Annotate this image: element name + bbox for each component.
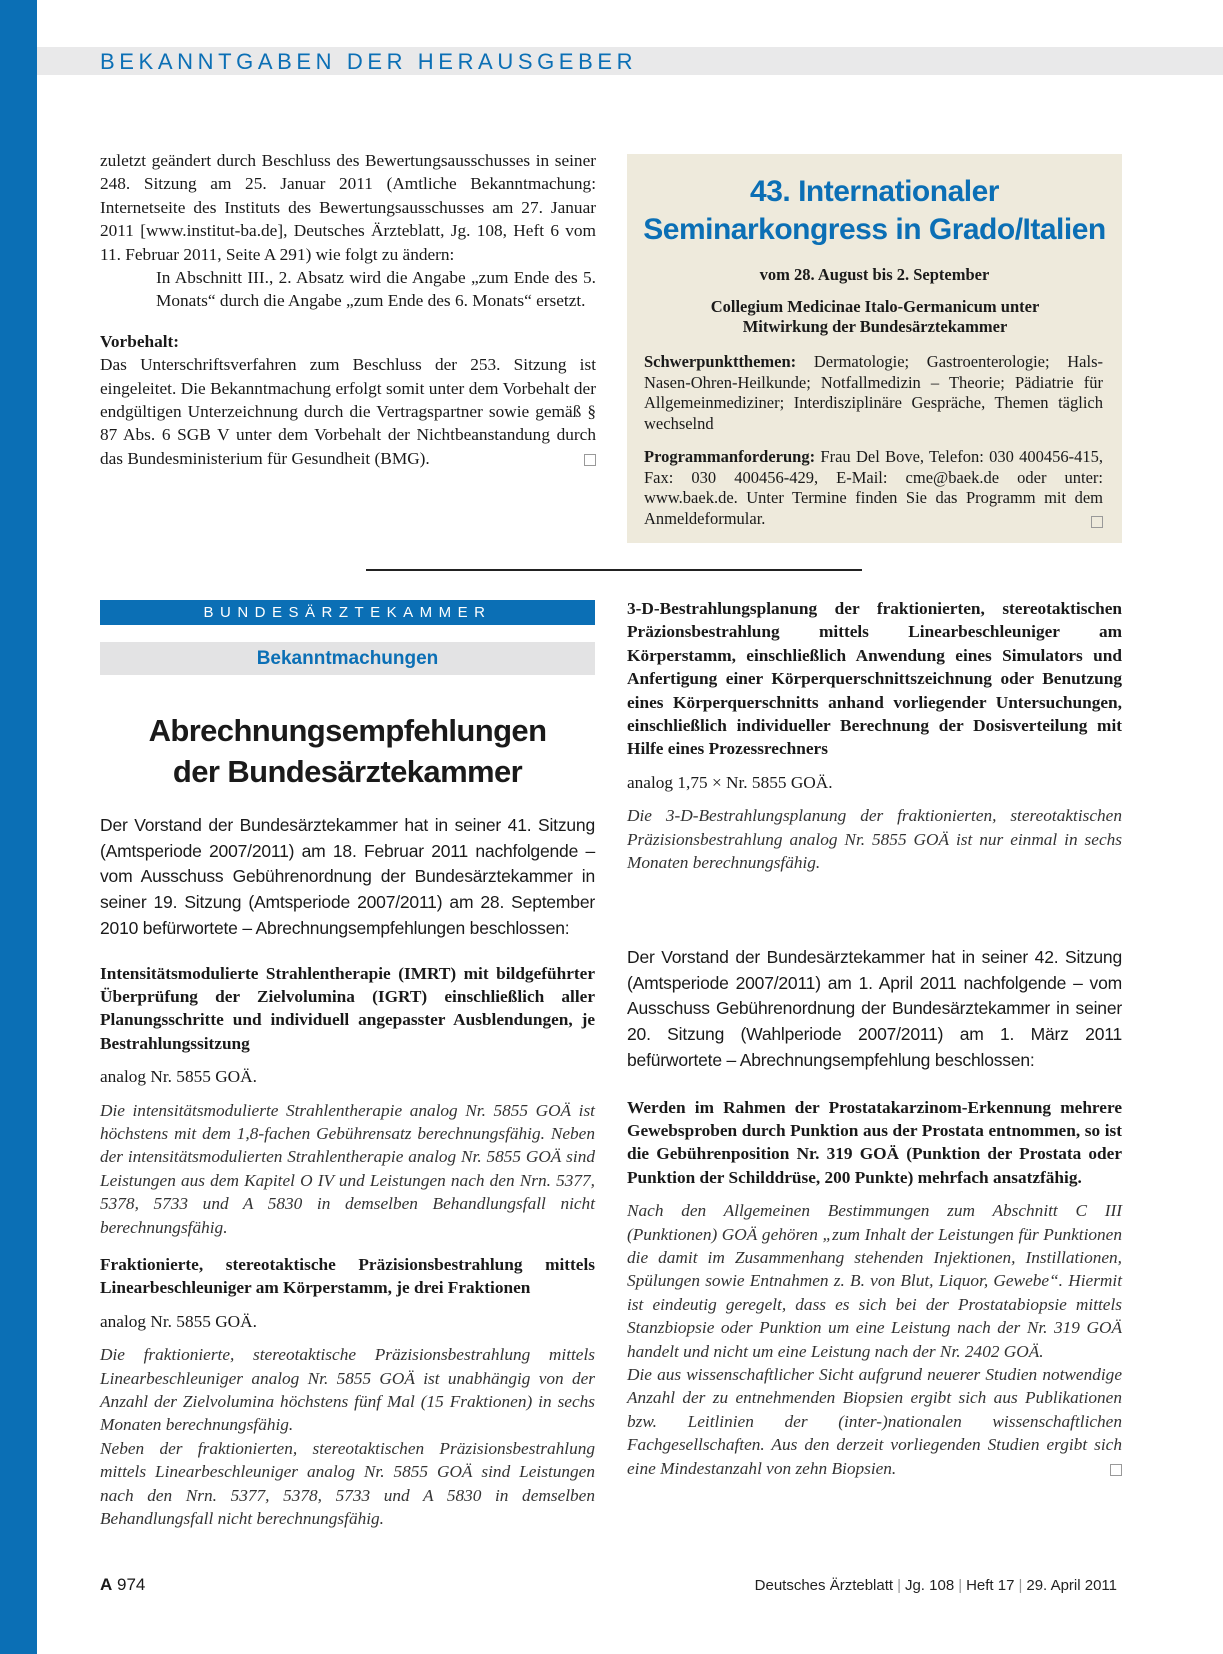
end-square-icon bbox=[1110, 1464, 1122, 1476]
frak-note-2: Neben der fraktionierten, stereotaktischen Präzisionsbestrahlung mittels Linearbeschleuniger analog Nr. 5855 GOÄ sind Leistungen nach den Nrn. 5377, 5378, 5733 und A 5830 in demselben Behandlungsfall nicht berechnungsfähig. bbox=[100, 1438, 595, 1529]
congress-title-line1: 43. Internationaler bbox=[750, 175, 999, 208]
journal-footer bbox=[755, 1577, 1117, 1594]
horizontal-divider bbox=[366, 569, 862, 571]
article-title bbox=[100, 710, 595, 792]
plan3d-note: Die 3-D-Bestrahlungsplanung der fraktionierten, stereotaktischen Präzisionsbestrahlung analog Nr. 5855 GOÄ ist nur einmal in sechs Monaten berechnungsfähig. bbox=[627, 806, 1122, 873]
intro-paragraph: zuletzt geändert durch Beschluss des Bewertungsausschusses in seiner 248. Sitzung am 25. Januar 2011 (Amtliche Bekanntmachung: Internetseite des Instituts des Bewertungsausschusses am 27. Januar 2011 [www.institut-ba.de], Deutsches Ärzteblatt, Jg. 108, Heft 6 vom 11. Februar 2011, Seite A 291) wie folgt zu ändern: bbox=[100, 151, 596, 264]
plan3d-heading: 3-D-Bestrahlungsplanung der fraktionierten, stereotaktischen Präzionsbestrahlung mittels Linearbeschleuniger am Körperstamm, einschließlich Anwendung eines Simulators und Anfertigung einer Körperquerschnittszeichnung oder Benutzung eines Körperquerschnitts anhand vorliegender Untersuchungen, einschließlich individueller Berechnung der Dosisverteilung mit Hilfe eines Prozessrechners bbox=[627, 599, 1122, 759]
prostata-note-2 bbox=[627, 1363, 1122, 1480]
prostata-heading: Werden im Rahmen der Prostatakarzinom-Erkennung mehrere Gewebsproben durch Punktion aus der Prostata entnommen, so ist die Gebührenposition Nr. 319 GOÄ (Punktion der Prostata oder Punktion der Schilddrüse, 200 Punkte) mehrfach ansatzfähig. bbox=[627, 1097, 1122, 1187]
imrt-note: Die intensitätsmodulierte Strahlentherapie analog Nr. 5855 GOÄ ist höchstens mit dem 1,8-fachen Gebührensatz berechnungsfähig. Neben der intensitätsmodulierten Strahlentherapie analog Nr. 5855 GOÄ sind Leistungen aus dem Kapitel O IV und Leistungen nach den Nrn. 5377, 5378, 5733 und A 5830 in demselben Behandlungsfall nicht berechnungsfähig. bbox=[100, 1100, 595, 1237]
program-label: Programmanforderung: bbox=[644, 447, 816, 466]
plan3d-analog: analog 1,75 × Nr. 5855 GOÄ. bbox=[627, 772, 833, 792]
article-right-column-2 bbox=[627, 945, 1122, 1480]
left-accent-bar bbox=[0, 0, 37, 1654]
article-right-column bbox=[627, 597, 1122, 874]
topics-text: Dermatologie; Gastroenterologie; Hals-Nasen-Ohren-Heilkunde; Notfallmedizin – Theorie; Pädiatrie für Allgemeinmediziner; Interdisziplinäre Gespräche, Themen täglich wechselnd bbox=[644, 352, 1103, 433]
congress-org-line1: Collegium Medicinae Italo-Germanicum unter bbox=[710, 297, 1040, 316]
prostata-note-1: Nach den Allgemeinen Bestimmungen zum Abschnitt C III (Punktionen) GOÄ gehören „zum Inhalt der Leistungen für Punktionen die damit im Zusammenhang stehenden Injektionen, Instillationen, Spülungen sowie Entnahmen z. B. von Blut, Liquor, Gewebe“. Hiermit ist eindeutig geregelt, dass es sich bei der Prostatabiopsie mittels Stanzbiopsie oder Punktion um eine Leistung nach der Nr. 319 GOÄ handelt und nicht um eine Leistung nach der Nr. 2402 GOÄ. bbox=[627, 1201, 1122, 1361]
program-text: Frau Del Bove, Telefon: 030 400456-415, Fax: 030 400456-429, E-Mail: cme@baek.de oder unter: www.baek.de. Unter Termine finden Sie das Programm mit dem Anmeldeformular. bbox=[644, 447, 1103, 528]
separator: | bbox=[1018, 1577, 1023, 1594]
separator: | bbox=[958, 1577, 963, 1594]
frak-note-1: Die fraktionierte, stereotaktische Präzisionsbestrahlung mittels Linearbeschleuniger analog Nr. 5855 GOÄ ist unabhängig von der Anzahl der Zielvolumina höchstens fünf Mal (15 Fraktionen) in sechs Monaten berechnungsfähig. bbox=[100, 1345, 595, 1435]
lead-paragraph-2: Der Vorstand der Bundesärztekammer hat in seiner 42. Sitzung (Amtsperiode 2007/2011) am 1. April 2011 nachfolgende – vom Ausschuss Gebührenordnung der Bundesärztekammer in seiner 20. Sitzung (Wahlperiode 2007/2011) am 1. März 2011 befürwortete – Abrechnungsempfehlung beschlossen: bbox=[627, 947, 1122, 1070]
separator: | bbox=[897, 1577, 901, 1594]
prostata-note-2-text: Die aus wissenschaftlicher Sicht aufgrund neuerer Studien notwendige Anzahl der zu entnehmenden Biopsien ergibt sich aus Publikationen bzw. Leitlinien der (inter-)nationalen wissenschaftlichen Fachgesellschaften. Aus den derzeit vorliegenden Studien ergibt sich eine Mindestanzahl von zehn Biopsien. bbox=[627, 1364, 1122, 1478]
imrt-analog: analog Nr. 5855 GOÄ. bbox=[100, 1067, 257, 1087]
article-title-line1: Abrechnungsempfehlungen bbox=[148, 713, 547, 748]
journal-issue: Heft 17 bbox=[966, 1577, 1015, 1594]
frak-heading: Fraktionierte, stereotaktische Präzisionsbestrahlung mittels Linearbeschleuniger am Körperstamm, je drei Fraktionen bbox=[100, 1254, 595, 1298]
article-left-column bbox=[100, 813, 595, 1530]
congress-title-line2: Seminarkongress in Grado/Italien bbox=[643, 213, 1106, 246]
congress-topics bbox=[644, 352, 1103, 434]
reservation-paragraph bbox=[100, 353, 596, 470]
topics-label: Schwerpunktthemen: bbox=[644, 352, 797, 371]
end-square-icon bbox=[584, 454, 596, 466]
imrt-heading: Intensitätsmodulierte Strahlentherapie (IMRT) mit bildgeführter Überprüfung der Zielvolumina (IGRT) einschließlich aller Planungsschritte und individuell angepasster Ausblendungen, je Bestrahlungssitzung bbox=[100, 963, 595, 1053]
change-paragraph: In Abschnitt III., 2. Absatz wird die Angabe „zum Ende des 5. Monats“ durch die Angabe „zum Ende des 6. Monats“ ersetzt. bbox=[156, 268, 596, 311]
congress-title bbox=[627, 173, 1122, 249]
congress-details bbox=[644, 352, 1103, 529]
journal-volume: Jg. 108 bbox=[904, 1577, 955, 1594]
section-subtitle: Bekanntmachungen bbox=[100, 642, 595, 675]
frak-analog: analog Nr. 5855 GOÄ. bbox=[100, 1311, 257, 1331]
reservation-title: Vorbehalt: bbox=[100, 331, 180, 351]
journal-name: Deutsches Ärzteblatt bbox=[754, 1577, 894, 1594]
page-prefix: A bbox=[100, 1575, 113, 1594]
left-top-column bbox=[100, 149, 596, 470]
page-section-header: BEKANNTGABEN DER HERAUSGEBER bbox=[100, 49, 638, 74]
congress-org-line2: Mitwirkung der Bundesärztekammer bbox=[742, 317, 1008, 336]
page-number bbox=[100, 1575, 145, 1595]
congress-organizer bbox=[660, 297, 1090, 337]
reservation-text: Das Unterschriftsverfahren zum Beschluss der 253. Sitzung ist eingeleitet. Die Bekanntmachung erfolgt somit unter dem Vorbehalt der endgültigen Unterzeichnung durch die Vertragspartner sowie gemäß § 87 Abs. 6 SGB V unter dem Vorbehalt der Nichtbeanstandung durch das Bundesministerium für Gesundheit (BMG). bbox=[100, 355, 596, 468]
end-square-icon bbox=[1091, 516, 1103, 528]
journal-date: 29. April 2011 bbox=[1026, 1577, 1117, 1594]
congress-program bbox=[644, 447, 1103, 529]
section-label-bar: BUNDESÄRZTEKAMMER bbox=[100, 600, 595, 625]
lead-paragraph-1: Der Vorstand der Bundesärztekammer hat in seiner 41. Sitzung (Amtsperiode 2007/2011) am 18. Februar 2011 nachfolgende – vom Ausschuss Gebührenordnung der Bundesärztekammer in seiner 19. Sitzung (Amtsperiode 2007/2011) am 28. September 2010 befürwortete – Abrechnungsempfehlungen beschlossen: bbox=[100, 815, 595, 938]
article-title-line2: der Bundesärztekammer bbox=[172, 754, 523, 789]
page-number-value: 974 bbox=[117, 1575, 146, 1594]
congress-date: vom 28. August bis 2. September bbox=[759, 265, 990, 284]
